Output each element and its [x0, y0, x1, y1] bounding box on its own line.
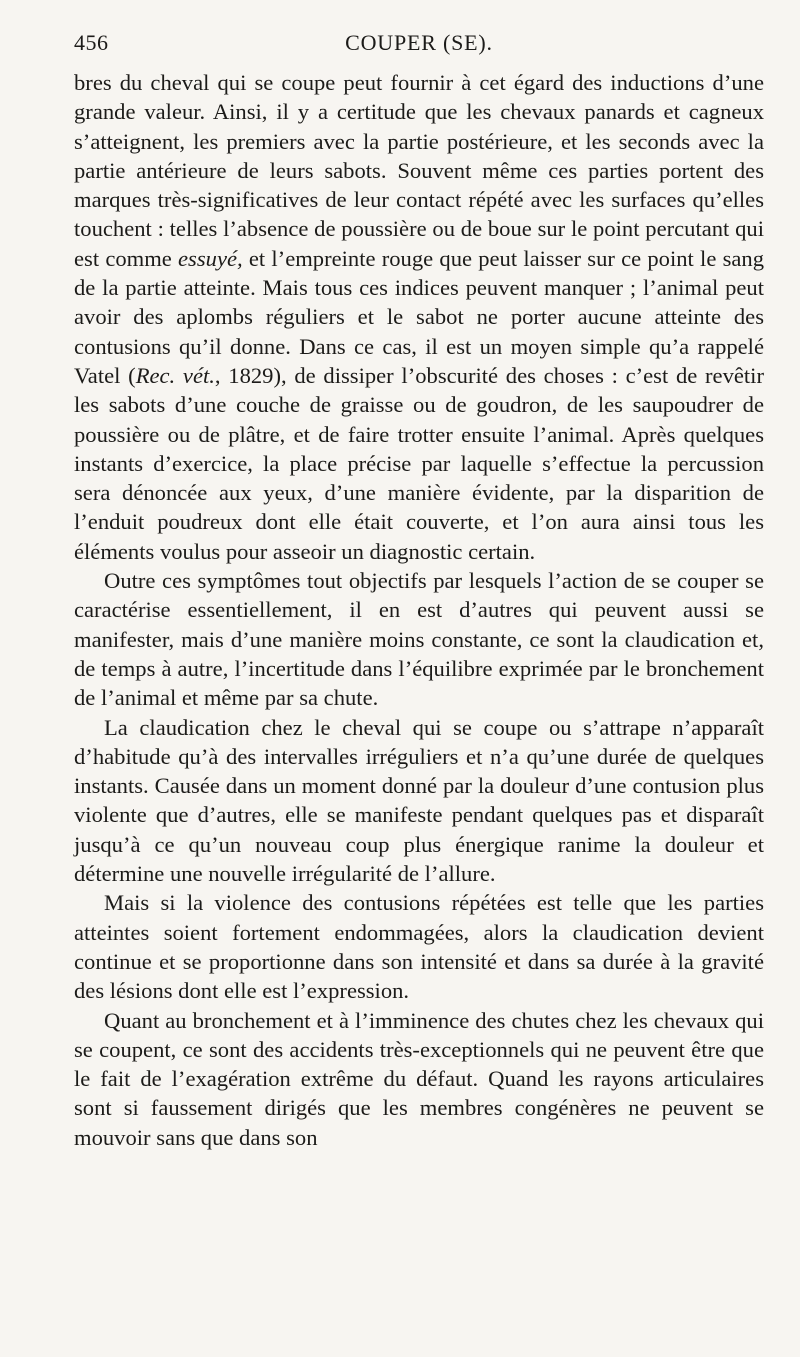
paragraph — [74, 566, 764, 712]
text-segment: Mais si la violence des contusions répétées est telle que les parties atteintes soient fortement endommagées, alors la claudication devient continue et se proportionne dans son intensité et dans sa durée à la gravité des lésions dont elle est l’expression. — [74, 890, 764, 1004]
text-segment: et l’empreinte rouge que peut laisser sur ce point le sang de la partie atteinte. Mais tous ces indices peuvent manquer ; l’animal peut avoir des aplombs réguliers et le sabot ne porter aucune atteinte des contusions qu’il donne. Dans ce cas, il est un moyen simple qu’a rappelé Vatel ( — [74, 245, 764, 388]
paragraph — [74, 1006, 764, 1152]
italic-text: Rec. vét. — [135, 362, 215, 388]
paragraph — [74, 68, 764, 566]
text-segment: Quant au bronchement et à l’imminence des chutes chez les chevaux qui se coupent, ce sont des accidents très-exceptionnels qui ne peuvent être que le fait de l’exagération extrême du défaut. Quand les rayons articulaires sont si faussement dirigés que les membres congénères ne peuvent se mouvoir sans que dans son — [74, 1007, 764, 1150]
paragraph — [74, 713, 764, 889]
italic-text: essuyé, — [178, 245, 243, 271]
text-segment: bres du cheval qui se coupe peut fournir à cet égard des inductions d’une grande valeur. Ainsi, il y a certitude que les chevaux panards et cagneux s’atteignent, les premiers avec la partie postérieure, et les seconds avec la partie antérieure de leurs sabots. Souvent même ces parties portent des marques très-significatives de leur contact répété avec les surfaces qu’elles touchent : telles l’absence de poussière ou de boue sur le point percutant qui est comme — [74, 70, 764, 271]
page-number: 456 — [74, 30, 109, 55]
text-segment: Outre ces symptômes tout objectifs par lesquels l’action de se couper se caractérise essentiellement, il en est d’autres qui peuvent aussi se manifester, mais d’une manière moins constante, ce sont la claudication et, de temps à autre, l’incertitude dans l’équilibre exprimée par le bronchement de l’animal et même par sa chute. — [74, 568, 764, 711]
text-segment: , 1829), de dissiper l’obscurité des choses : c’est de revêtir les sabots d’une couche de graisse ou de goudron, de les saupoudrer de poussière ou de plâtre, et de faire trotter ensuite l’animal. Après quelques instants d’exercice, la place précise par laquelle s’effectue la percussion sera dénoncée aux yeux, d’une manière évidente, par la disparition de l’enduit poudreux dont elle était couverte, et l’on aura ainsi tous les éléments voulus pour asseoir un diagnostic certain. — [74, 362, 764, 564]
text-segment: La claudication chez le cheval qui se coupe ou s’attrape n’apparaît d’habitude qu’à des intervalles irréguliers et n’a qu’une durée de quelques instants. Causée dans un moment donné par la douleur d’une contusion plus violente que d’autres, elle se manifeste pendant quelques pas et disparaît jusqu’à ce qu’un nouveau coup plus énergique ranime la douleur et détermine une nouvelle irrégularité de l’allure. — [74, 714, 764, 887]
paragraph — [74, 888, 764, 1005]
body-text — [74, 68, 764, 1152]
running-title: COUPER (SE). — [345, 30, 493, 55]
page-header — [74, 26, 764, 68]
